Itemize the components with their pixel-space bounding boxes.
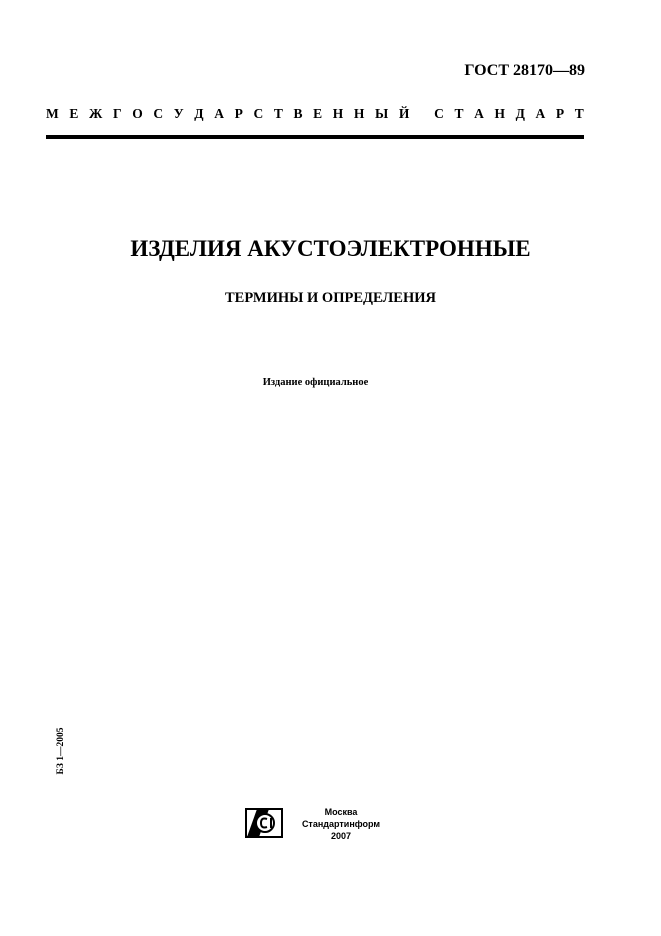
series-letter: М: [46, 106, 59, 121]
series-letter: О: [132, 106, 143, 121]
si-logo-icon: [245, 808, 283, 838]
series-letter: С: [253, 106, 264, 121]
series-letter: С: [434, 106, 444, 121]
series-letter: А: [535, 106, 546, 121]
series-heading: [46, 106, 584, 122]
series-letter: Т: [454, 106, 464, 121]
side-code: [54, 728, 68, 774]
series-letter: Р: [234, 106, 243, 121]
series-letter: Т: [574, 106, 584, 121]
header-rule: [46, 135, 584, 139]
series-letter: А: [474, 106, 484, 121]
series-letter: Р: [555, 106, 565, 121]
publisher-name: Стандартинформ: [301, 819, 381, 829]
series-letter: Н: [353, 106, 365, 121]
series-gap: [420, 106, 423, 122]
series-letter: У: [173, 106, 184, 121]
series-letter: Д: [194, 106, 204, 121]
series-letter: А: [214, 106, 224, 121]
series-letter: Ы: [375, 106, 389, 121]
series-letter: Д: [515, 106, 525, 121]
side-code-text: БЗ 1—2005: [56, 727, 66, 775]
series-letter: Й: [398, 106, 410, 121]
series-letter: Т: [273, 106, 283, 121]
document-title: ИЗДЕЛИЯ АКУСТОЭЛЕКТРОННЫЕ: [130, 236, 531, 261]
document-number: ГОСТ 28170—89: [464, 62, 585, 79]
series-letter: Н: [332, 106, 344, 121]
document-subtitle: ТЕРМИНЫ И ОПРЕДЕЛЕНИЯ: [225, 290, 436, 306]
series-letter: Н: [494, 106, 505, 121]
series-letter: Е: [313, 106, 323, 121]
series-letter: Ж: [89, 106, 103, 121]
series-letter: В: [293, 106, 303, 121]
edition-note: Издание официальное: [262, 377, 369, 388]
publisher-block: [294, 806, 388, 842]
publication-year: 2007: [330, 831, 352, 841]
publisher-city: Москва: [324, 807, 358, 817]
series-letter: Г: [113, 106, 122, 121]
series-letter: С: [153, 106, 164, 121]
series-letter: Е: [69, 106, 79, 121]
